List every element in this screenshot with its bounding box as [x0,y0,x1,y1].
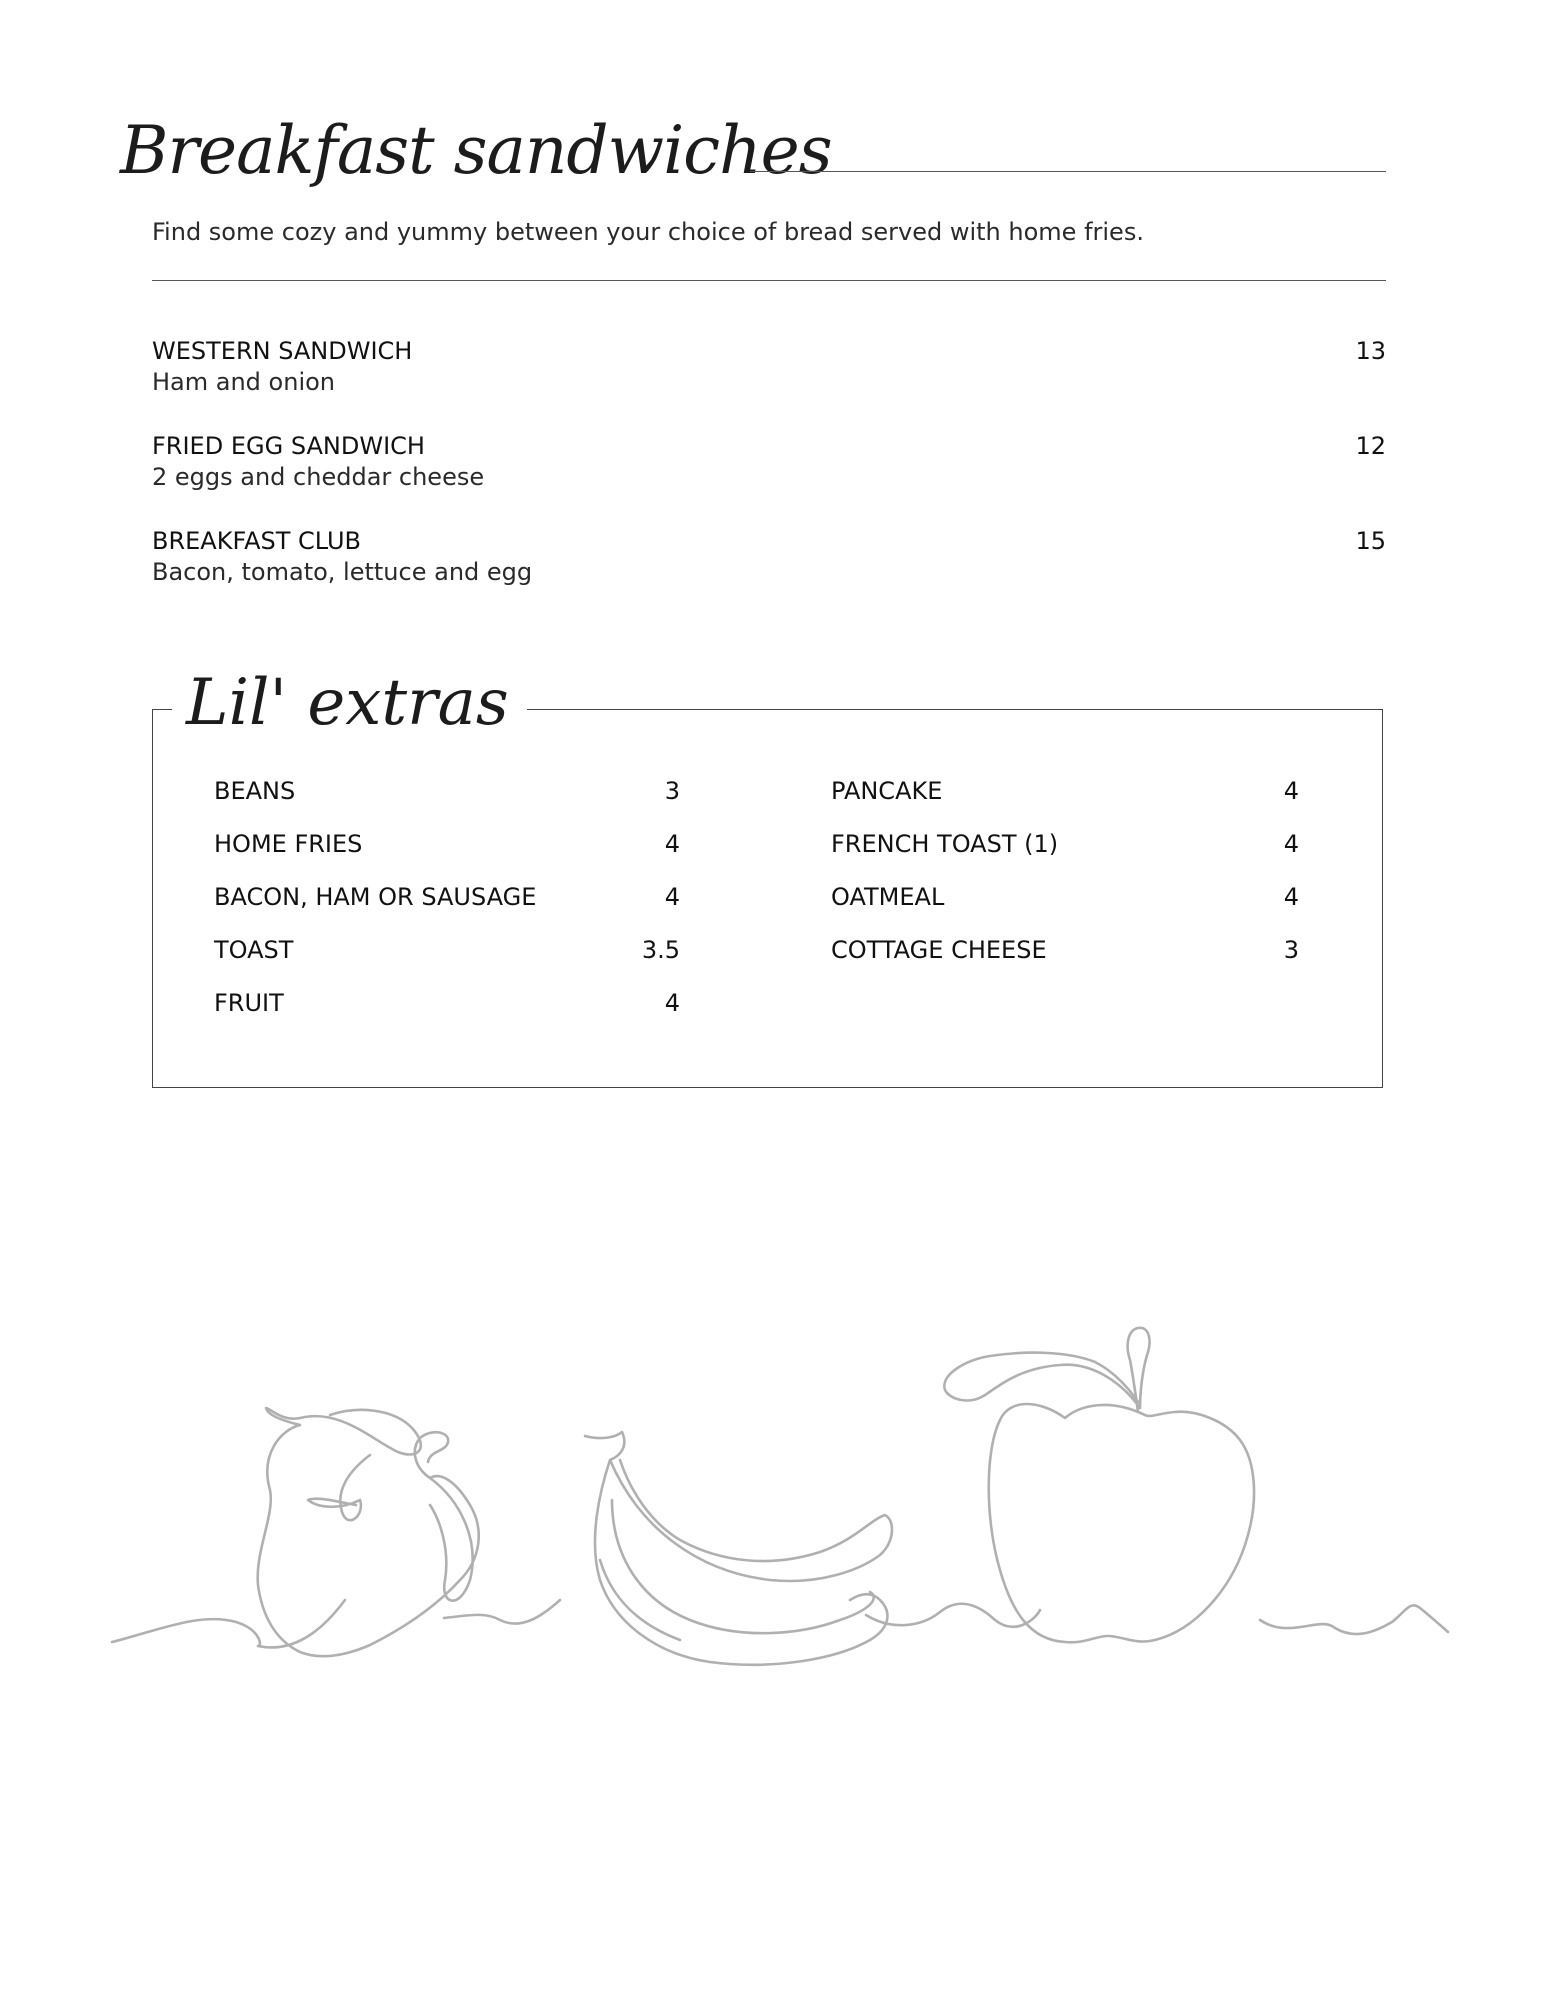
extras-item-price: 4 [1283,777,1299,805]
menu-item-price: 13 [1355,337,1386,365]
sandwich-menu-list [152,336,1386,621]
extras-item-name: HOME FRIES [214,830,363,858]
extras-item [831,829,1299,882]
extras-section-title: Lil' extras [172,668,527,738]
extras-item-name: OATMEAL [831,883,945,911]
extras-item-price: 3 [1283,936,1299,964]
menu-item [152,431,1386,526]
extras-item-price: 4 [1283,883,1299,911]
sandwiches-section-title: Breakfast sandwiches [120,112,832,189]
menu-item-description: Ham and onion [152,368,335,396]
extras-item [214,935,680,988]
extras-left-column [214,776,680,1041]
sandwiches-subtitle: Find some cozy and yummy between your choice of bread served with home fries. [152,218,1144,246]
extras-item-name: FRENCH TOAST (1) [831,830,1059,858]
menu-item-price: 15 [1355,527,1386,555]
extras-item [214,829,680,882]
menu-item [152,336,1386,431]
apple-icon [944,1328,1254,1643]
menu-item-description: 2 eggs and cheddar cheese [152,463,485,491]
extras-item [831,776,1299,829]
extras-right-column [831,776,1299,988]
extras-item [214,988,680,1041]
extras-item-price: 4 [664,883,680,911]
extras-item-price: 4 [664,989,680,1017]
extras-item-price: 3 [664,777,680,805]
extras-item-name: FRUIT [214,989,284,1017]
extras-item-name: BEANS [214,777,296,805]
subtitle-divider [152,280,1386,281]
extras-item-price: 4 [664,830,680,858]
extras-item [214,776,680,829]
extras-item-name: TOAST [214,936,294,964]
title-divider [750,171,1386,172]
extras-item [214,882,680,935]
menu-item-description: Bacon, tomato, lettuce and egg [152,558,533,586]
menu-item [152,526,1386,621]
menu-item-name: BREAKFAST CLUB [152,527,361,555]
extras-item [831,935,1299,988]
extras-item [831,882,1299,935]
menu-item-name: FRIED EGG SANDWICH [152,432,425,460]
menu-item-price: 12 [1355,432,1386,460]
fruit-illustration [0,1280,1545,1680]
extras-item-price: 4 [1283,830,1299,858]
extras-item-price: 3.5 [641,936,680,964]
ground-line [112,1600,1448,1647]
banana-icon [585,1432,892,1665]
extras-item-name: PANCAKE [831,777,943,805]
extras-item-name: COTTAGE CHEESE [831,936,1047,964]
extras-item-name: BACON, HAM OR SAUSAGE [214,883,537,911]
menu-item-name: WESTERN SANDWICH [152,337,413,365]
